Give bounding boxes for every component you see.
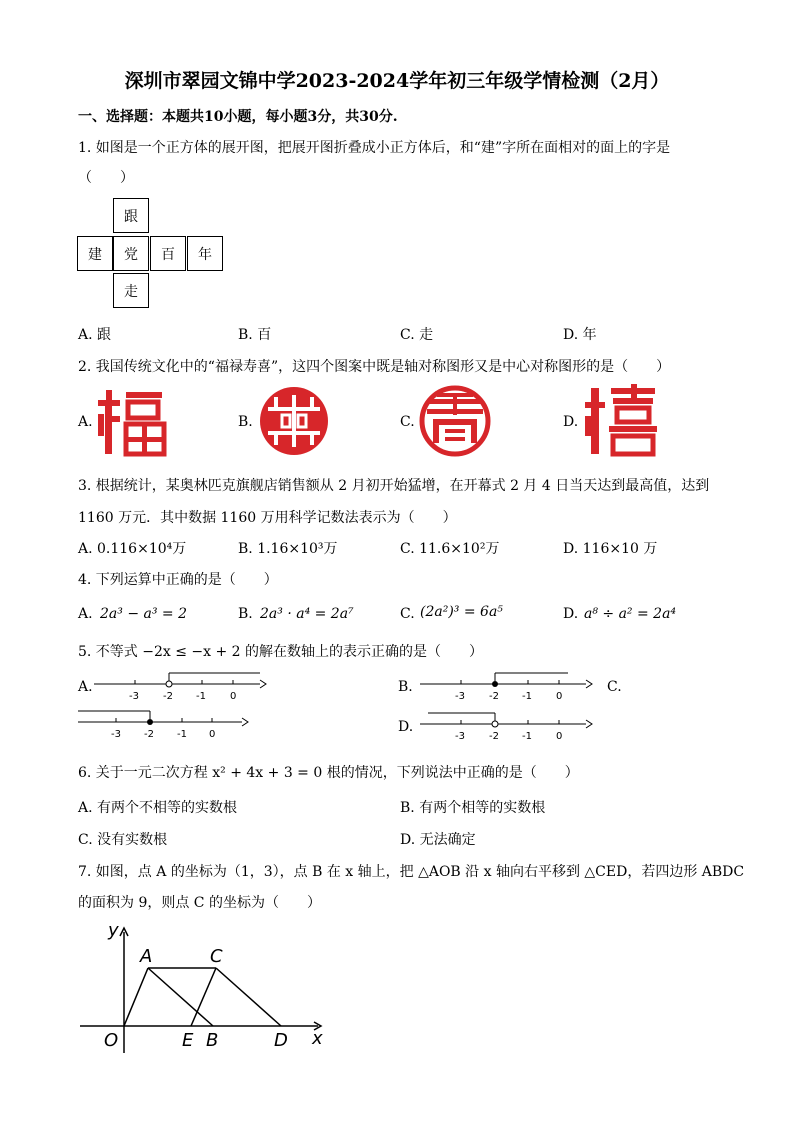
q3-option-d: D. 116×10 万 xyxy=(563,541,658,557)
tick-b-0: 0 xyxy=(556,691,563,702)
point-e-label: E xyxy=(182,1030,194,1051)
q5-label-d: D. xyxy=(398,719,414,735)
tick-d-n1: -1 xyxy=(522,731,532,742)
q5-label-b: B. xyxy=(398,679,413,695)
question-6-stem: 6. 关于一元二次方程 x² + 4x + 3 = 0 根的情况，下列说法中正确的是（ ） xyxy=(78,765,579,781)
number-line-b xyxy=(416,666,596,702)
q1-option-c: C. 走 xyxy=(400,327,434,343)
tick-b-n1: -1 xyxy=(522,691,532,702)
net-cell-r1: 百 xyxy=(150,236,186,271)
q4-label-d: D. xyxy=(563,606,579,622)
tick-a-n1: -1 xyxy=(196,691,206,702)
net-cell-top: 跟 xyxy=(113,198,149,233)
question-7-stem-line2: 的面积为 9，则点 C 的坐标为（ ） xyxy=(78,895,321,911)
number-line-c xyxy=(74,704,254,740)
q4-expr-d: a⁸ ÷ a² = 2a⁴ xyxy=(584,606,677,622)
axis-y-label: y xyxy=(108,920,119,941)
tick-b-n2: -2 xyxy=(489,691,499,702)
question-2-stem: 2. 我国传统文化中的“福禄寿喜”，这四个图案中既是轴对称图形又是中心对称图形的是（ ） xyxy=(78,359,671,375)
q4-label-b: B. xyxy=(238,606,253,622)
tick-d-n3: -3 xyxy=(455,731,465,742)
q3-option-a: A. 0.116×10⁴万 xyxy=(78,541,187,557)
q2-label-b: B. xyxy=(238,414,253,430)
q6-option-a: A. 有两个不相等的实数根 xyxy=(78,800,238,816)
q6-option-c: C. 没有实数根 xyxy=(78,832,168,848)
axis-x-label: x xyxy=(312,1028,323,1049)
section-heading: 一、选择题：本题共10小题，每小题3分，共30分. xyxy=(78,109,398,125)
q3-option-c: C. 11.6×10²万 xyxy=(400,541,500,557)
q4-expr-a: 2a³ − a³ = 2 xyxy=(100,606,187,622)
lu-emblem-icon xyxy=(258,385,330,457)
tick-a-0: 0 xyxy=(230,691,237,702)
q4-expr-b: 2a³ · a⁴ = 2a⁷ xyxy=(260,606,354,622)
question-7-stem-line1: 7. 如图，点 A 的坐标为（1，3），点 B 在 x 轴上，把 △AOB 沿 x 轴向右平移到 △CED，若四边形 ABDC xyxy=(78,864,745,880)
xi-emblem-icon xyxy=(583,384,659,458)
net-cell-center: 党 xyxy=(113,236,149,271)
q4-label-c: C. xyxy=(400,606,415,622)
question-1-paren: （ ） xyxy=(78,170,134,186)
tick-a-n3: -3 xyxy=(129,691,139,702)
question-5-stem: 5. 不等式 −2x ≤ −x + 2 的解在数轴上的表示正确的是（ ） xyxy=(78,644,484,660)
q4-label-a: A. xyxy=(78,606,93,622)
q1-option-a: A. 跟 xyxy=(78,327,112,343)
tick-c-0: 0 xyxy=(209,729,216,740)
shou-emblem-icon xyxy=(419,385,491,457)
tick-c-n1: -1 xyxy=(177,729,187,740)
q6-option-b: B. 有两个相等的实数根 xyxy=(400,800,546,816)
point-o-label: O xyxy=(104,1030,119,1051)
number-line-d xyxy=(416,706,596,742)
point-d-label: D xyxy=(274,1030,288,1051)
q3-option-b: B. 1.16×10³万 xyxy=(238,541,338,557)
number-line-a xyxy=(90,666,270,702)
q6-option-d: D. 无法确定 xyxy=(400,832,476,848)
q1-option-d: D. 年 xyxy=(563,327,597,343)
question-3-stem-line2: 1160 万元．其中数据 1160 万用科学记数法表示为（ ） xyxy=(78,510,457,526)
net-cell-bottom: 走 xyxy=(113,273,149,308)
net-cell-left: 建 xyxy=(77,236,113,271)
question-4-stem: 4. 下列运算中正确的是（ ） xyxy=(78,572,278,588)
tick-c-n3: -3 xyxy=(111,729,121,740)
q5-label-c: C. xyxy=(607,679,622,695)
question-1-stem: 1. 如图是一个正方体的展开图，把展开图折叠成小正方体后，和“建”字所在面相对的面上的字是 xyxy=(78,140,671,156)
translation-figure xyxy=(76,918,336,1058)
q2-label-c: C. xyxy=(400,414,415,430)
tick-a-n2: -2 xyxy=(163,691,173,702)
q5-label-a: A. xyxy=(78,679,93,695)
fu-emblem-icon xyxy=(96,386,168,458)
tick-c-n2: -2 xyxy=(144,729,154,740)
q2-label-d: D. xyxy=(563,414,579,430)
point-b-label: B xyxy=(206,1030,219,1051)
q4-expr-c: (2a²)³ = 6a⁵ xyxy=(420,604,503,620)
tick-d-0: 0 xyxy=(556,731,563,742)
q2-label-a: A. xyxy=(78,414,93,430)
net-cell-r2: 年 xyxy=(187,236,223,271)
q1-option-b: B. 百 xyxy=(238,327,272,343)
page-title: 深圳市翠园文锦中学2023-2024学年初三年级学情检测（2月） xyxy=(124,70,670,92)
point-c-label: C xyxy=(210,946,223,967)
point-a-label: A xyxy=(140,946,153,967)
tick-d-n2: -2 xyxy=(489,731,499,742)
tick-b-n3: -3 xyxy=(455,691,465,702)
question-3-stem-line1: 3. 根据统计，某奥林匹克旗舰店销售额从 2 月初开始猛增，在开幕式 2 月 4 日当天达到最高值，达到 xyxy=(78,478,710,494)
